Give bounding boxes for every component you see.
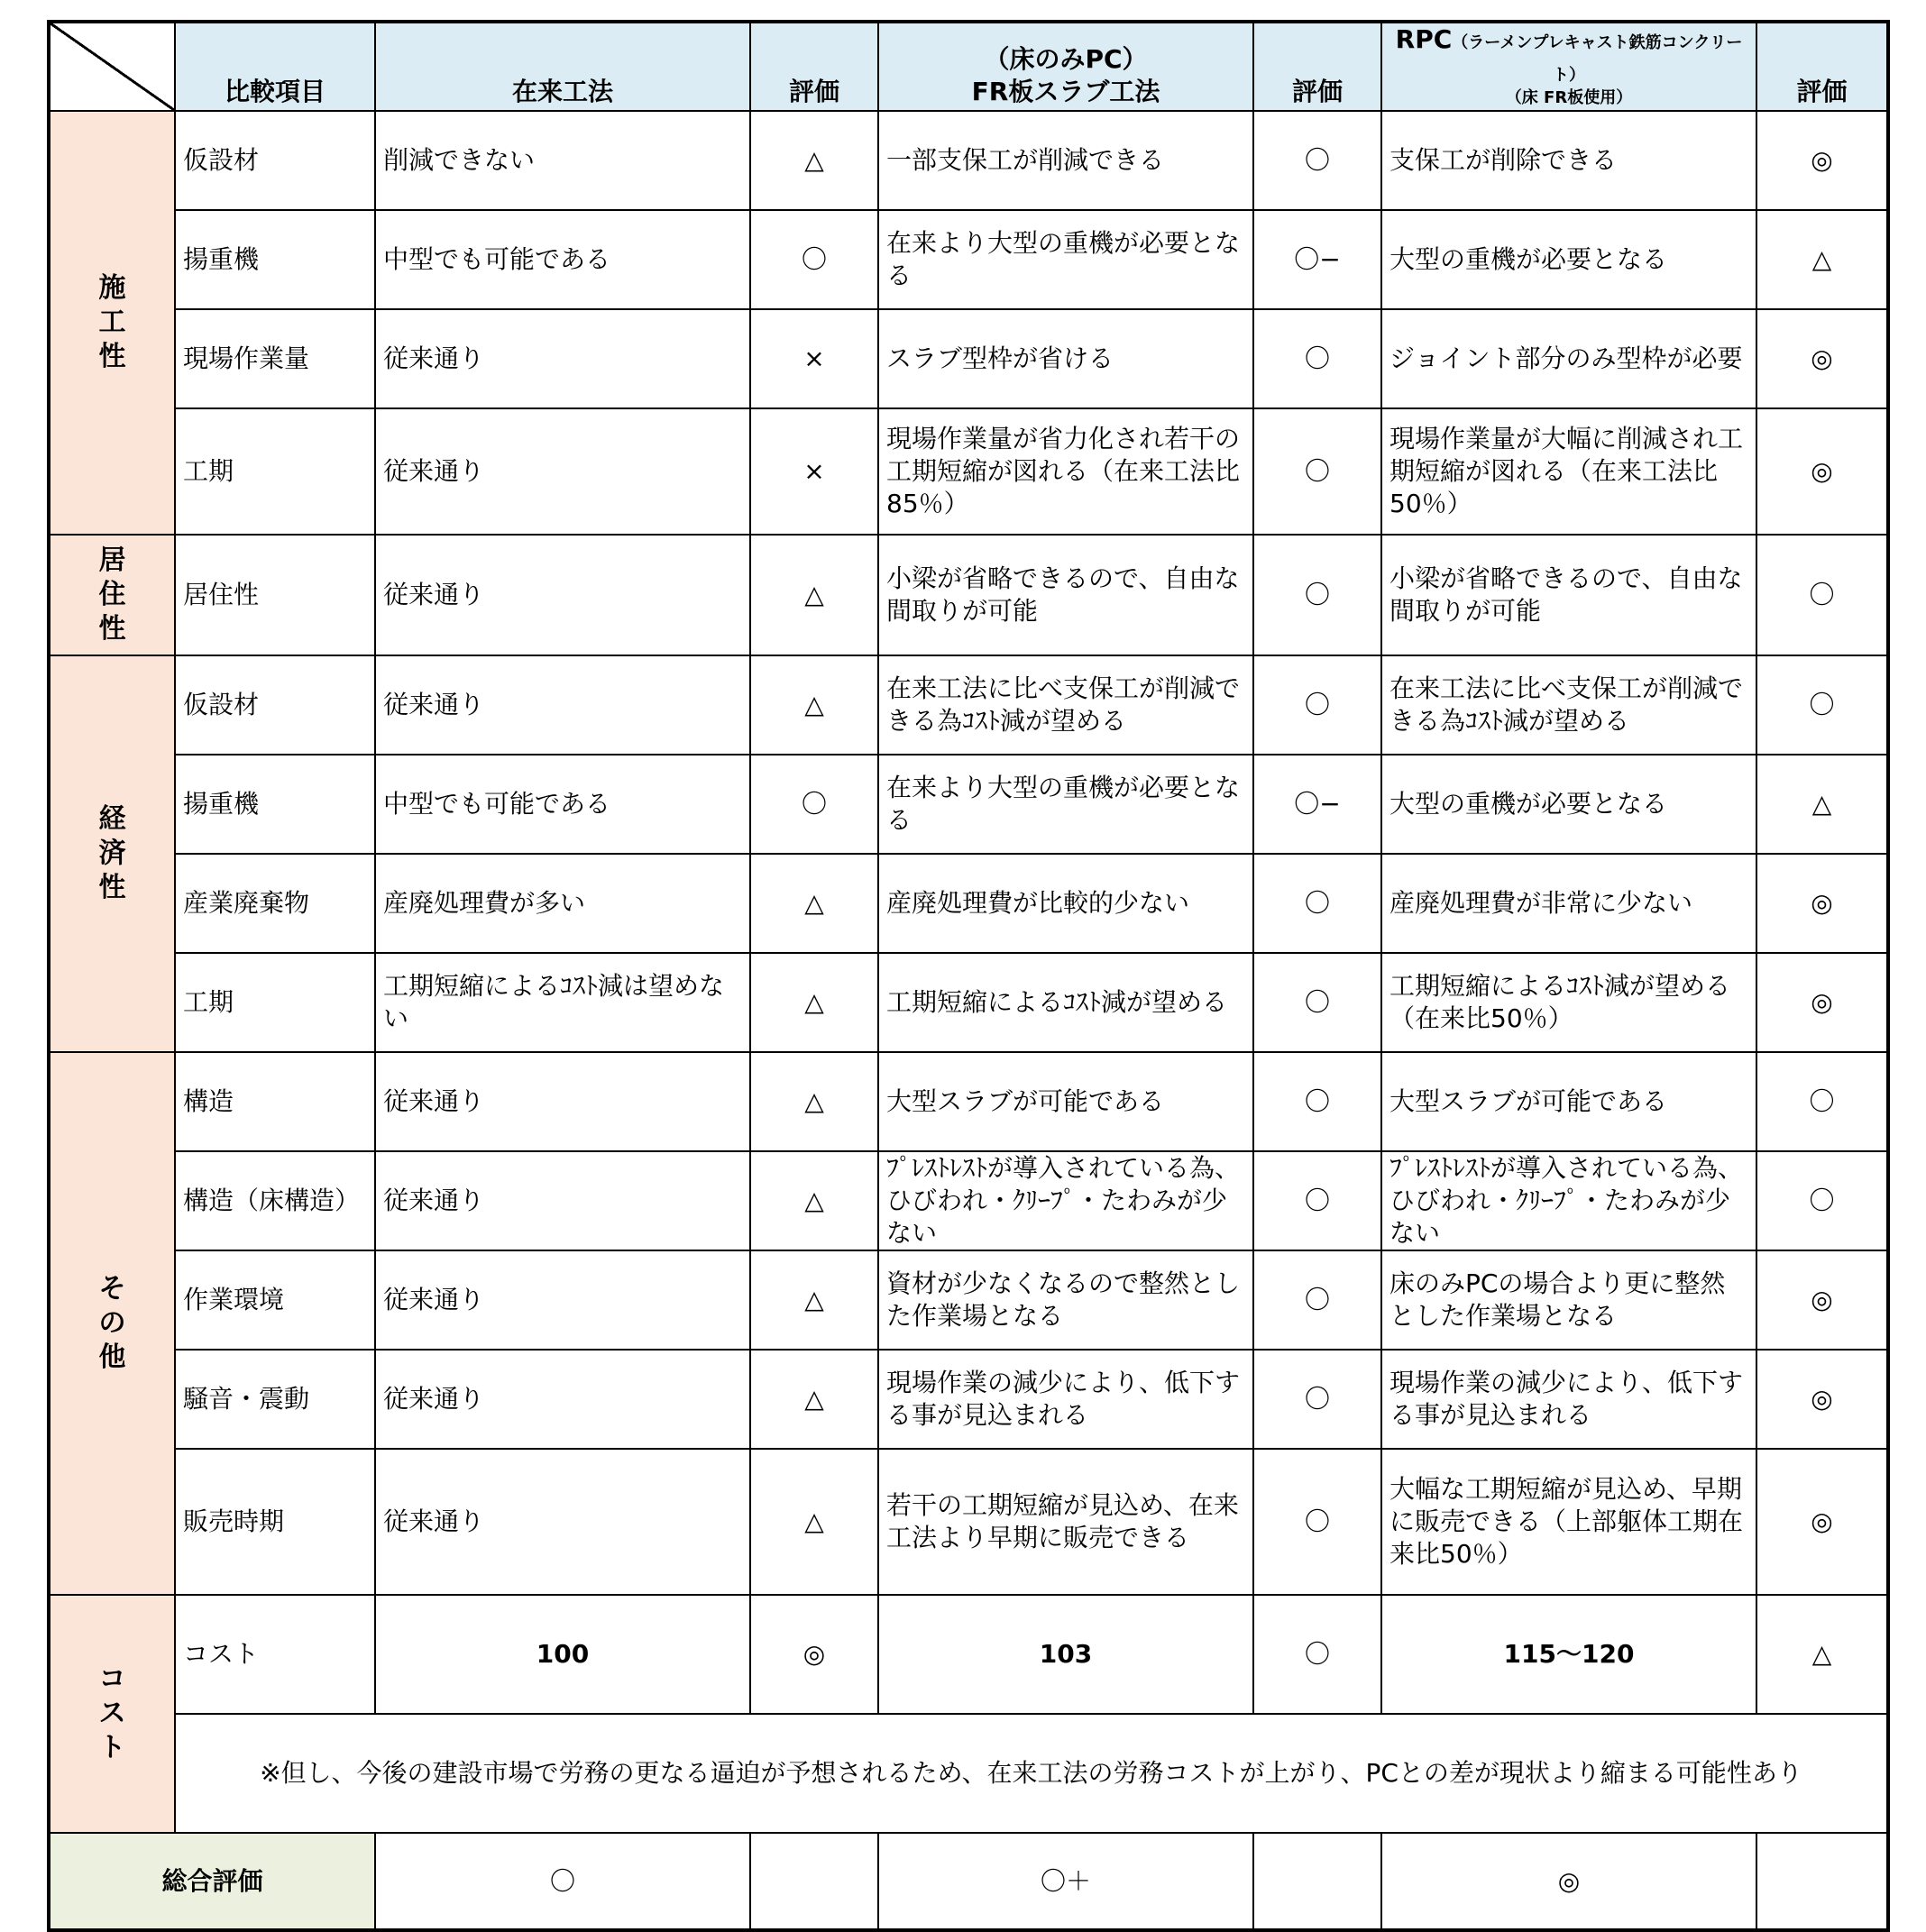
- row-conventional: 中型でも可能である: [375, 755, 750, 854]
- row-rpc-eval: ◎: [1756, 408, 1888, 535]
- row-rpc-eval: 〇: [1756, 1151, 1888, 1250]
- row-rpc-eval: ◎: [1756, 953, 1888, 1052]
- row-rpc: 小梁が省略できるので、自由な間取りが可能: [1381, 535, 1756, 655]
- row-conventional-eval: △: [750, 1052, 878, 1151]
- row-fr: 在来より大型の重機が必要となる: [878, 210, 1253, 309]
- row-item: 仮設材: [175, 111, 375, 210]
- row-conventional: 産廃処理費が多い: [375, 854, 750, 953]
- header-corner-diagonal: [49, 22, 175, 111]
- row-fr: 資材が少なくなるので整然とした作業場となる: [878, 1250, 1253, 1350]
- row-rpc: ﾌﾟﾚｽﾄﾚｽﾄが導入されている為、ひびわれ・ｸﾘｰﾌﾟ・たわみが少ない: [1381, 1151, 1756, 1250]
- row-rpc: ジョイント部分のみ型枠が必要: [1381, 309, 1756, 408]
- row-conventional: 従来通り: [375, 309, 750, 408]
- row-fr: ﾌﾟﾚｽﾄﾚｽﾄが導入されている為、ひびわれ・ｸﾘｰﾌﾟ・たわみが少ない: [878, 1151, 1253, 1250]
- row-fr: 産廃処理費が比較的少ない: [878, 854, 1253, 953]
- row-fr-eval: 〇: [1253, 1350, 1381, 1449]
- row-rpc: 大幅な工期短縮が見込め、早期に販売できる（上部躯体工期在来比50％）: [1381, 1449, 1756, 1595]
- row-fr-eval: 〇−: [1253, 755, 1381, 854]
- row-conventional-eval: △: [750, 111, 878, 210]
- row-rpc: 現場作業量が大幅に削減され工期短縮が図れる（在来工法比50％）: [1381, 408, 1756, 535]
- row-conventional-eval: △: [750, 1250, 878, 1350]
- total-fr-eval-empty: [1253, 1833, 1381, 1930]
- row-fr-eval: 〇: [1253, 854, 1381, 953]
- category-sekou: 施工性: [49, 111, 175, 535]
- header-rpc-line2: （床 FR板使用）: [1505, 88, 1633, 107]
- row-fr: 現場作業の減少により、低下する事が見込まれる: [878, 1350, 1253, 1449]
- row-rpc-eval: ◎: [1756, 854, 1888, 953]
- row-fr-eval: 〇: [1253, 1052, 1381, 1151]
- header-rpc-sub: （ラーメンプレキャスト鉄筋コンクリート）: [1452, 33, 1743, 85]
- total-conventional-eval-empty: [750, 1833, 878, 1930]
- row-fr: 現場作業量が省力化され若干の工期短縮が図れる（在来工法比85％）: [878, 408, 1253, 535]
- row-rpc-eval: ◎: [1756, 1449, 1888, 1595]
- header-fr-slab: [878, 22, 1253, 111]
- row-fr: 在来工法に比べ支保工が削減できる為ｺｽﾄ減が望める: [878, 655, 1253, 755]
- cost-item: コスト: [175, 1595, 375, 1714]
- cost-rpc-eval: △: [1756, 1595, 1888, 1714]
- row-fr: 若干の工期短縮が見込め、在来工法より早期に販売できる: [878, 1449, 1253, 1595]
- row-item: 居住性: [175, 535, 375, 655]
- category-keizai: 経済性: [49, 655, 175, 1052]
- row-conventional-eval: △: [750, 1350, 878, 1449]
- row-item: 作業環境: [175, 1250, 375, 1350]
- total-conventional: 〇: [375, 1833, 750, 1930]
- row-rpc-eval: 〇: [1756, 535, 1888, 655]
- header-rpc-main: RPC: [1395, 24, 1453, 54]
- row-conventional-eval: △: [750, 655, 878, 755]
- row-fr: 在来より大型の重機が必要となる: [878, 755, 1253, 854]
- row-rpc-eval: ◎: [1756, 1350, 1888, 1449]
- row-conventional: 削減できない: [375, 111, 750, 210]
- row-rpc: 大型の重機が必要となる: [1381, 210, 1756, 309]
- total-rpc: ◎: [1381, 1833, 1756, 1930]
- cost-conventional-eval: ◎: [750, 1595, 878, 1714]
- category-cost: コスト: [49, 1595, 175, 1833]
- row-item: 揚重機: [175, 210, 375, 309]
- row-conventional: 従来通り: [375, 655, 750, 755]
- row-item: 産業廃棄物: [175, 854, 375, 953]
- row-rpc-eval: ◎: [1756, 1250, 1888, 1350]
- cost-fr: 103: [878, 1595, 1253, 1714]
- row-rpc: 床のみPCの場合より更に整然とした作業場となる: [1381, 1250, 1756, 1350]
- header-conventional: 在来工法: [375, 22, 750, 111]
- row-item: 構造: [175, 1052, 375, 1151]
- total-fr: 〇＋: [878, 1833, 1253, 1930]
- header-rpc: [1381, 22, 1756, 111]
- row-fr: スラブ型枠が省ける: [878, 309, 1253, 408]
- row-conventional: 従来通り: [375, 1449, 750, 1595]
- row-conventional: 従来通り: [375, 408, 750, 535]
- row-fr-eval: 〇: [1253, 408, 1381, 535]
- header-eval-rpc: 評価: [1756, 22, 1888, 111]
- row-rpc: 大型スラブが可能である: [1381, 1052, 1756, 1151]
- row-conventional-eval: △: [750, 535, 878, 655]
- row-conventional-eval: △: [750, 1449, 878, 1595]
- row-fr-eval: 〇: [1253, 1250, 1381, 1350]
- row-fr-eval: 〇: [1253, 309, 1381, 408]
- row-conventional-eval: △: [750, 1151, 878, 1250]
- row-item: 販売時期: [175, 1449, 375, 1595]
- cost-note: ※但し、今後の建設市場で労務の更なる逼迫が予想されるため、在来工法の労務コストが上がり、PCとの差が現状より縮まる可能性あり: [175, 1714, 1888, 1833]
- row-fr-eval: 〇−: [1253, 210, 1381, 309]
- row-rpc: 現場作業の減少により、低下する事が見込まれる: [1381, 1350, 1756, 1449]
- row-conventional-eval: 〇: [750, 210, 878, 309]
- cost-rpc: 115〜120: [1381, 1595, 1756, 1714]
- row-fr-eval: 〇: [1253, 1449, 1381, 1595]
- row-fr: 工期短縮によるｺｽﾄ減が望める: [878, 953, 1253, 1052]
- cost-fr-eval: 〇: [1253, 1595, 1381, 1714]
- row-rpc-eval: ◎: [1756, 111, 1888, 210]
- row-fr: 小梁が省略できるので、自由な間取りが可能: [878, 535, 1253, 655]
- row-conventional: 従来通り: [375, 535, 750, 655]
- row-fr: 一部支保工が削減できる: [878, 111, 1253, 210]
- row-conventional-eval: 〇: [750, 755, 878, 854]
- row-item: 揚重機: [175, 755, 375, 854]
- row-conventional-eval: ×: [750, 408, 878, 535]
- row-item: 騒音・震動: [175, 1350, 375, 1449]
- header-eval-conventional: 評価: [750, 22, 878, 111]
- row-fr-eval: 〇: [1253, 1151, 1381, 1250]
- row-item: 現場作業量: [175, 309, 375, 408]
- row-rpc-eval: 〇: [1756, 655, 1888, 755]
- row-rpc: 在来工法に比べ支保工が削減できる為ｺｽﾄ減が望める: [1381, 655, 1756, 755]
- row-fr-eval: 〇: [1253, 953, 1381, 1052]
- row-fr: 大型スラブが可能である: [878, 1052, 1253, 1151]
- row-conventional: 従来通り: [375, 1052, 750, 1151]
- category-kyoju: 居住性: [49, 535, 175, 655]
- row-conventional-eval: △: [750, 854, 878, 953]
- row-fr-eval: 〇: [1253, 535, 1381, 655]
- row-item: 工期: [175, 953, 375, 1052]
- row-conventional-eval: △: [750, 953, 878, 1052]
- header-eval-fr: 評価: [1253, 22, 1381, 111]
- row-conventional-eval: ×: [750, 309, 878, 408]
- row-item: 仮設材: [175, 655, 375, 755]
- row-rpc-eval: △: [1756, 210, 1888, 309]
- row-conventional: 従来通り: [375, 1151, 750, 1250]
- row-conventional: 工期短縮によるｺｽﾄ減は望めない: [375, 953, 750, 1052]
- row-rpc-eval: ◎: [1756, 309, 1888, 408]
- header-fr-line1: （床のみPC）: [984, 44, 1148, 74]
- category-sonota: その他: [49, 1052, 175, 1595]
- cost-conventional: 100: [375, 1595, 750, 1714]
- row-conventional: 従来通り: [375, 1250, 750, 1350]
- total-label: 総合評価: [49, 1833, 375, 1930]
- row-rpc: 大型の重機が必要となる: [1381, 755, 1756, 854]
- row-fr-eval: 〇: [1253, 655, 1381, 755]
- row-item: 構造（床構造）: [175, 1151, 375, 1250]
- row-rpc: 産廃処理費が非常に少ない: [1381, 854, 1756, 953]
- header-fr-line2: FR板スラブ工法: [971, 77, 1160, 106]
- row-rpc-eval: △: [1756, 755, 1888, 854]
- row-rpc: 支保工が削除できる: [1381, 111, 1756, 210]
- row-conventional: 中型でも可能である: [375, 210, 750, 309]
- total-rpc-eval-empty: [1756, 1833, 1888, 1930]
- row-rpc-eval: 〇: [1756, 1052, 1888, 1151]
- header-item: 比較項目: [175, 22, 375, 111]
- comparison-table: [47, 20, 1890, 1932]
- row-fr-eval: 〇: [1253, 111, 1381, 210]
- row-item: 工期: [175, 408, 375, 535]
- row-rpc: 工期短縮によるｺｽﾄ減が望める（在来比50％）: [1381, 953, 1756, 1052]
- row-conventional: 従来通り: [375, 1350, 750, 1449]
